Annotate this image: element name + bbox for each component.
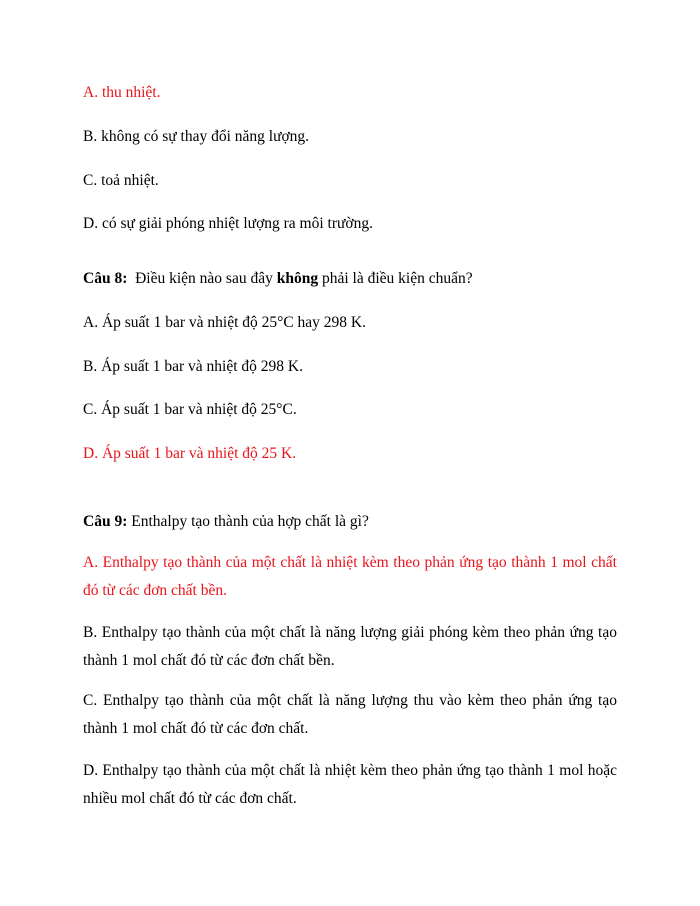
question-9-label: Câu 9: [83,513,128,530]
prev-option-d: D. có sự giải phóng nhiệt lượng ra môi trường. [83,215,373,232]
question-9-option-c: C. Enthalpy tạo thành của một chất là năng lượng thu vào kèm theo phản ứng tạo thành 1 mol chất đó từ các đơn chất. [83,692,617,737]
question-8-stem [83,269,473,289]
question-9-option-a: A. Enthalpy tạo thành của một chất là nhiệt kèm theo phản ứng tạo thành 1 mol chất đó từ các đơn chất bền. [83,554,617,599]
question-9-text: Enthalpy tạo thành của hợp chất là gì? [127,513,369,530]
question-8-label: Câu 8: [83,270,128,287]
prev-option-c: C. toả nhiệt. [83,172,159,189]
question-8-text-before: Điều kiện nào sau đây [127,270,277,287]
prev-option-a: A. thu nhiệt. [83,84,161,101]
question-8-text-after: phải là điều kiện chuẩn? [318,270,473,287]
prev-option-b: B. không có sự thay đổi năng lượng. [83,128,310,145]
question-9-option-d: D. Enthalpy tạo thành của một chất là nhiệt kèm theo phản ứng tạo thành 1 mol hoặc nhiều mol chất đó từ các đơn chất. [83,762,617,807]
question-9-stem [83,512,369,532]
question-8-option-b: B. Áp suất 1 bar và nhiệt độ 298 K. [83,358,303,375]
question-8-emphasis: không [276,270,319,287]
question-8-option-c: C. Áp suất 1 bar và nhiệt độ 25°C. [83,401,297,418]
question-9-option-b: B. Enthalpy tạo thành của một chất là năng lượng giải phóng kèm theo phản ứng tạo thành 1 mol chất đó từ các đơn chất bền. [83,624,617,669]
question-8-option-d: D. Áp suất 1 bar và nhiệt độ 25 K. [83,445,297,462]
question-8-option-a: A. Áp suất 1 bar và nhiệt độ 25°C hay 298 K. [83,314,367,331]
